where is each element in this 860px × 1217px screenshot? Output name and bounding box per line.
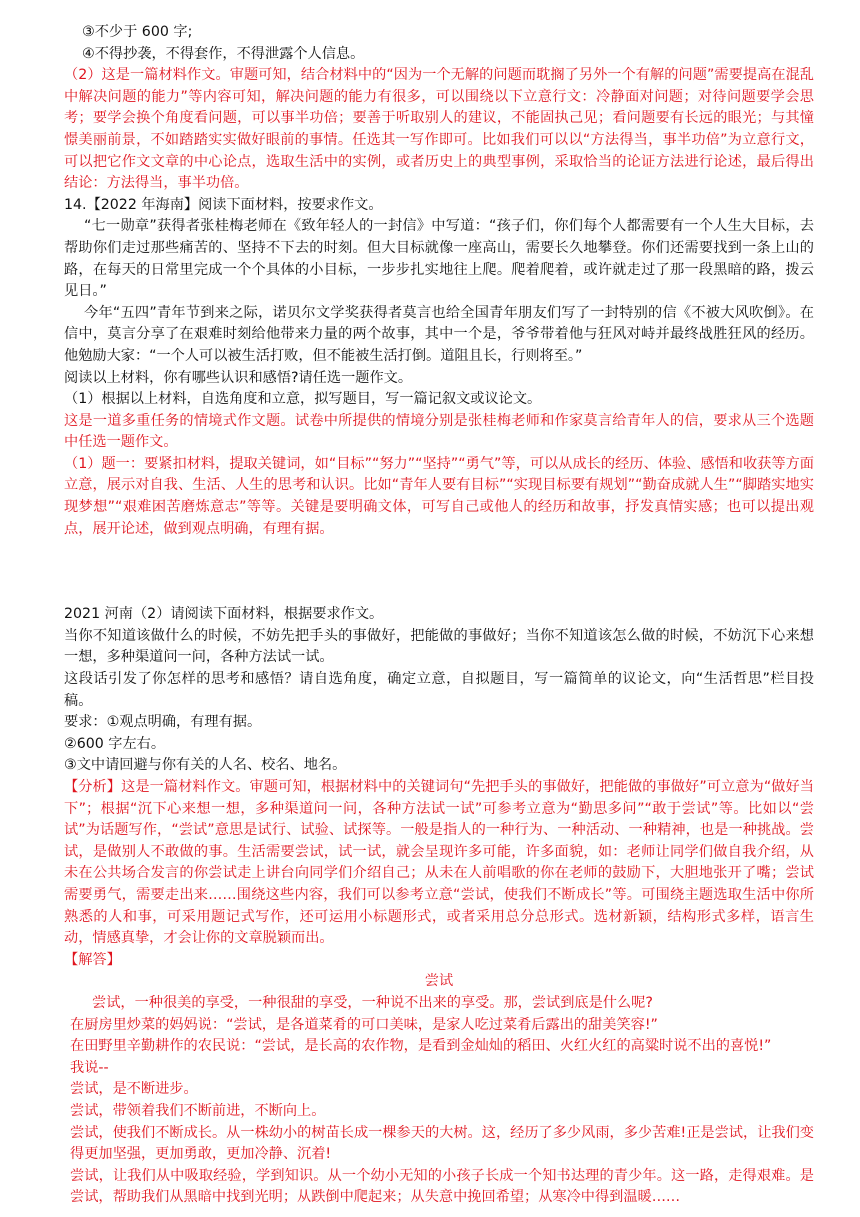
document-page [64,22,814,1209]
henan-question-title: 2021 河南（2）请阅读下面材料，根据要求作文。 [64,606,384,623]
answer-label: 【解答】 [64,951,121,968]
analysis-paragraph-2: （2）这是一篇材料作文。审题可知，结合材料中的“因为一个无解的问题而耽搁了另外一个有解的问题”需要提高在混乱中解决问题的能力”等内容可知，解决问题的能力有很多，可以围绕以下立意行文：冷静面对问题；对待问题要学会思考；要学会换个角度看问题，可以事半功倍；要善于听取别人的建议，不能固执己见；看问题要有长远的眼光；与其憧憬美丽前景，不如踏踏实实做好眼前的事情。任选其一写作即可。比如我们可以以“方法得当，事半功倍”为立意行文，可以把它作文文章的中心论点，选取生活中的实例，或者历史上的典型事例，采取恰当的论证方法进行论述，最后得出结论：方法得当，事半功倍。 [64,67,814,192]
essay-paragraph: 我说-- [70,1059,109,1076]
essay-paragraph: 尝试，让我们从中吸取经验，学到知识。从一个幼小无知的小孩子长成一个知书达理的青少年。这一路，走得艰难。是尝试，帮助我们从黑暗中找到光明；从跌倒中爬起来；从失意中挽回希望；从寒冷中得到温暖…… [70,1167,814,1206]
question-14-title: 14.【2022 年海南】阅读下面材料，按要求作文。 [64,196,383,213]
essay-title: 尝试 [424,973,454,990]
material-paragraph-2: 今年“五四”青年节到来之际，诺贝尔文学奖获得者莫言也给全国青年朋友们写了一封特别的信《不被大风吹倒》。在信中，莫言分享了在艰难时刻给他带来力量的两个故事，其中一个是，爷爷带着他与狂风对峙并最终战胜狂风的经历。他勉励大家：“一个人可以被生活打败，但不能被生活打倒。道阻且长，行则将至。” [64,304,814,364]
analysis-topic-1: （1）题一：要紧扣材料，提取关键词，如“目标”“努力”“坚持”“勇气”等，可以从成长的经历、体验、感悟和收获等方面立意，展示对自我、生活、人生的思考和认识。比如“青年人要有目标”“实现目标要有规划”“勤奋成就人生”“脚踏实地实现梦想”“艰难困苦磨炼意志”等等。关键是要明确文体，可写自己或他人的经历和故事，抒发真情实感；也可以提出观点，展开论述，做到观点明确，有理有据。 [64,455,814,537]
essay-paragraph: 尝试，是不断进步。 [70,1081,198,1098]
requirement-line-3: ③不少于 600 字; [82,24,193,40]
material-paragraph-1: “七一勋章”获得者张桂梅老师在《致年轻人的一封信》中写道：“孩子们，你们每个人都需要有一个人生大目标，去帮助你们走过那些痛苦的、坚持不下去的时刻。但大目标就像一座高山，需要长久地攀登。你们还需要找到一条上山的路，在每天的日常里完成一个个具体的小目标，一步步扎实地往上爬。爬着爬着，或许就走过了那一段黑暗的路，拨云见日。” [64,218,814,300]
henan-prompt: 这段话引发了你怎样的思考和感悟？请自选角度，确定立意，自拟题目，写一篇简单的议论文，向“生活哲思”栏目投稿。 [64,671,814,709]
essay-paragraph: 尝试，使我们不断成长。从一株幼小的树苗长成一棵参天的大树。这，经历了多少风雨，多少苦难!正是尝试，让我们变得更加坚强，更加勇敢，更加冷静、沉着! [70,1124,814,1163]
essay-paragraph: 在厨房里炒菜的妈妈说：“尝试，是各道菜肴的可口美味，是家人吃过菜肴后露出的甜美笑容!” [70,1016,658,1033]
requirement-line-4: ④不得抄袭，不得套作，不得泄露个人信息。 [82,45,365,62]
section-gap [64,540,814,604]
task-1: （1）根据以上材料，自选角度和立意，拟写题目，写一篇记叙文或议论文。 [64,391,542,408]
essay-paragraph: 尝试，带领着我们不断前进，不断向上。 [70,1102,326,1119]
essay-paragraph: 在田野里辛勤耕作的农民说：“尝试，是长高的农作物，是看到金灿灿的稻田、火红火红的高粱时说不出的喜悦!” [70,1038,772,1055]
question-prompt: 阅读以上材料，你有哪些认识和感悟?请任选一题作文。 [64,369,413,386]
requirement-1: 要求：①观点明确，有理有据。 [64,714,262,731]
analysis-intro: 这是一道多重任务的情境式作文题。试卷中所提供的情境分别是张桂梅老师和作家莫言给青年人的信，要求从三个选题中任选一题作文。 [64,412,814,451]
essay-paragraph: 尝试，一种很美的享受，一种很甜的享受，一种说不出来的享受。那，尝试到底是什么呢? [92,994,653,1011]
henan-analysis: 【分析】这是一篇材料作文。审题可知，根据材料中的关键词句“先把手头的事做好，把能做的事做好”可立意为“做好当下”；根据“沉下心来想一想，多种渠道问一问，各种方法试一试”可参考立意为“勤思多问”“敢于尝试”等。比如以“尝试”为话题写作，“尝试”意思是试行、试验、试探等。一般是指人的一种行为、一种活动、一种精神，也是一种挑战。尝试，是做别人不敢做的事。生活需要尝试，试一试，就会呈现许多可能，许多面貌，如：老师让同学们做自我介绍，从未在公共场合发言的你尝试走上讲台向同学们介绍自己；从未在人前唱歌的你在老师的鼓励下，大胆地张开了嘴；尝试需要勇气，需要走出来……围绕这些内容，我们可以参考立意“尝试，使我们不断成长”等。可围绕主题选取生活中你所熟悉的人和事，可采用题记式写作，还可运用小标题形式，或者采用总分总形式。选材新颖，结构形式多样，语言生动，情感真挚，才会让你的文章脱颖而出。 [64,779,814,947]
requirement-3: ③文中请回避与你有关的人名、校名、地名。 [64,757,347,774]
henan-material: 当你不知道该做什么的时候，不妨先把手头的事做好，把能做的事做好；当你不知道该怎么做的时候，不妨沉下心来想一想，多种渠道问一问，各种方法试一试。 [64,627,814,666]
requirement-2: ②600 字左右。 [64,735,166,752]
